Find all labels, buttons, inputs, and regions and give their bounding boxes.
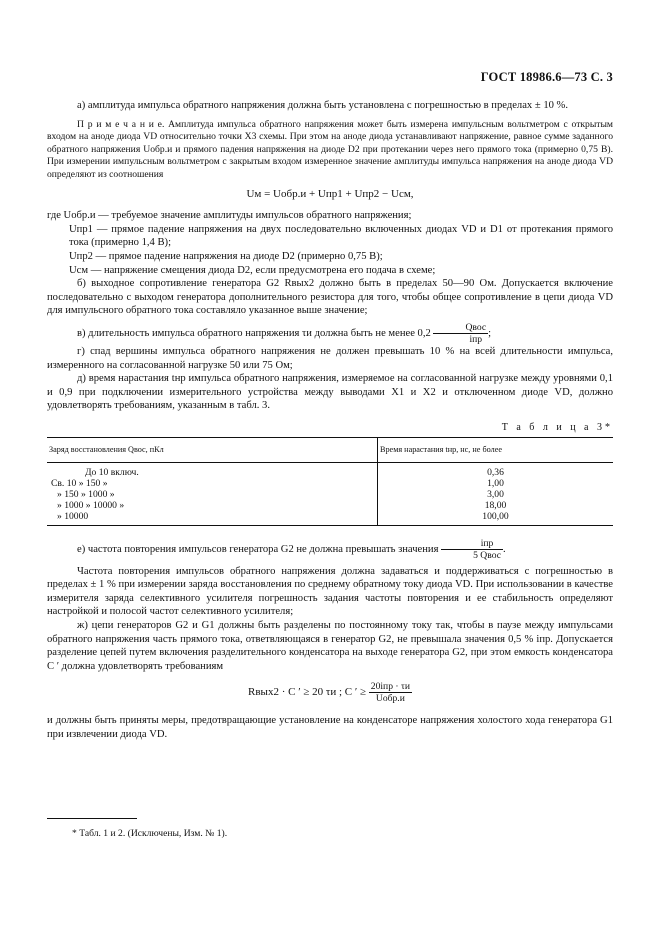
main-content [47,99,613,742]
footnote-divider [47,818,137,819]
table-row [47,489,613,500]
table-cell-time: 0,36 [487,466,504,478]
fraction-denominator: 5 Qвос [473,549,501,561]
page-header: ГОСТ 18986.6—73 С. 3 [480,70,613,84]
definition-1: где Uобр.и — требуемое значение амплитуды импульсов обратного напряжения; [47,210,412,222]
fraction-denominator: iпр [469,333,483,345]
equation-1: Uм = Uобр.и + Uпр1 + Uпр2 − Uсм, [246,187,414,200]
para-d: д) время нарастания tнр импульса обратного напряжения, измеряемое на согласованной нагрузке между уровнями 0,1 и 0,9 при подключении измерительного устройства между выводами X1 и X2 и отключенном диоде VD, должно удовлетворять требованиям, указанным в табл. 3. [47,373,613,412]
table-row [47,500,613,511]
footnote: * Табл. 1 и 2. (Исключены, Изм. № 1). [72,828,228,839]
para-v-fraction [433,322,488,345]
equation-2-left: Rвых2 · C ′ ≥ 20 τи ; C ′ ≥ [248,686,367,699]
table-header-charge: Заряд восстановления Qвос, пКл [47,438,378,462]
para-e: е) частота повторения импульсов генератора G2 не должна превышать значения $\frac{\text{iпр}}{\text{5 Qвос}}$ . [77,537,506,561]
table-cell-time: 100,00 [378,511,614,525]
definition-3: Uпр2 — прямое падение напряжения на диоде D2 (примерно 0,75 В); [69,250,383,262]
table-row [47,462,613,478]
fraction-numerator: 20iпр · τи [370,681,410,693]
table-cell-time: 3,00 [487,489,504,501]
table-cell-charge: » 10000 [47,511,378,525]
table-cell-charge: » 150 » 1000 » [47,489,378,500]
note-paragraph: П р и м е ч а н и е. Амплитуда импульса обратного напряжения может быть измерена импульсным вольтметром с открытым входом на аноде диода VD относительно точки X3 схемы. При этом на аноде диода устанавливают напряжение, равное сумме заданного обратного напряжения Uобр.и и прямого падения напряжения на диоде D2 при протекании через него прямого тока (примерно 0,75 В). При измерении импульсным вольтметром с закрытым входом измеренное значение амплитуды импульса напряжения на аноде диода VD определяют из соотношения [47,118,613,180]
para-end: и должны быть приняты меры, предотвращающие установление на конденсаторе напряжения холостого хода генератора G1 при извлечении диода VD. [47,715,613,741]
fraction-numerator: Qвос [433,322,488,334]
table-cell-charge: До 10 включ. [47,462,378,478]
table-caption: Т а б л и ц а 3* [501,421,613,433]
table-cell-time: 18,00 [484,500,507,512]
para-v: в) длительность импульса обратного напряжения τи должна быть не менее 0,2 $\frac{\text{Qвос}}{\text{iпр}}$ ; [77,321,492,345]
definition-4: Uсм — напряжение смещения диода D2, если предусмотрена его подача в схеме; [69,264,436,276]
equation-2-fraction [369,681,412,704]
fraction-numerator: iпр [441,538,503,550]
para-v-text: в) длительность импульса обратного напряжения τи должна быть не менее 0,2 [77,327,431,339]
para-zh: ж) цепи генераторов G2 и G1 должны быть разделены по постоянному току так, чтобы в паузе между импульсами обратного напряжения часть прямого тока, ответвляющаяся в генератор G2, не превышала значения 0,5 % iпр. Допускается разделение цепей путем включения разделительного конденсатора на выходе генератора G2, при этом емкость конденсатора C ′ должна удовлетворять требованиям [47,620,613,672]
equation-2 [47,681,613,704]
table-cell-charge: » 1000 » 10000 » [47,500,378,511]
table-row [47,478,613,489]
table-cell-charge: Св. 10 » 150 » [47,478,378,489]
fraction-denominator: Uобр.и [375,693,405,705]
para-e-text: е) частота повторения импульсов генератора G2 не должна превышать значения [77,543,439,555]
definition-2: Uпр1 — прямое падение напряжения на двух последовательно включенных диодах VD и D1 от протекания прямого тока (примерно 1,4 В); [69,223,613,249]
table-cell-time: 1,00 [487,477,504,489]
table-row [47,511,613,525]
para-a: а) амплитуда импульса обратного напряжения должна быть установлена с погрешностью в пределах ± 10 %. [77,100,569,111]
data-table [47,437,613,525]
para-frequency: Частота повторения импульсов обратного напряжения должна задаваться и поддерживаться с погрешностью в пределах ± 1 % при измерении заряда восстановления по среднему обратному току диода VD. При использовании в качестве измерителя заряда селективного усилителя погрешность задания частоты повторения и ее стабильность определяют настройкой и полосой частот селективного усилителя; [47,565,613,618]
table-header-time: Время нарастания tнр, нс, не более [378,438,614,462]
para-b: б) выходное сопротивление генератора G2 Rвых2 должно быть в пределах 50—90 Ом. Допускается включение последовательно с выходом генератора дополнительного резистора для того, чтобы общее сопротивление в цепи диода VD для импульсного обратного тока составляло указанное выше значение; [47,278,613,317]
para-g: г) спад вершины импульса обратного напряжения не должен превышать 10 % на всей длительности импульса, измеренного на согласованной нагрузке 50 или 75 Ом; [47,345,613,371]
para-e-fraction [441,538,503,561]
